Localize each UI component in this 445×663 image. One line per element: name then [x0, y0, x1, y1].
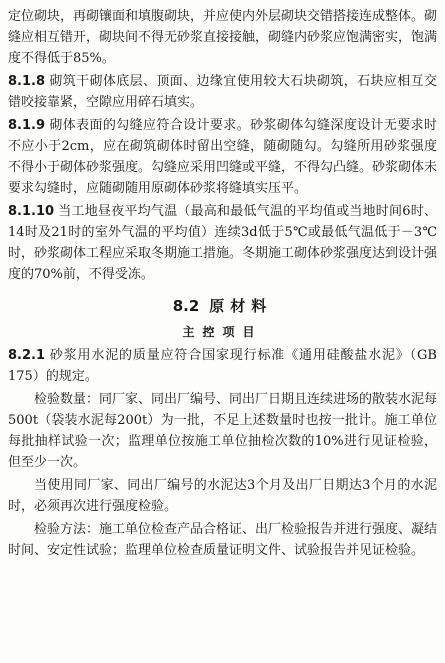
section-title-text: 原材料	[209, 297, 273, 315]
clause-text: 砌筑干砌体底层、顶面、边缘宜使用较大石块砌筑，石块应相互交错咬接靠紧，空隙应用碎石填实。	[8, 74, 437, 110]
section-number: 8.2	[172, 297, 200, 315]
clause-number: 8.1.8	[8, 74, 46, 89]
intro-paragraph: 定位砌块，再砌镶面和填腹砌块，并应使内外层砌块交错搭接连成整体。砌缝应相互错开，砌块间不得无砂浆直接接触，砌缝内砂浆应饱满密实，饱满度不得低于85%。	[8, 9, 438, 66]
clause-8-1-8	[8, 71, 437, 113]
clause-8-1-10	[8, 201, 437, 285]
inspection-quantity-paragraph: 检验数量：同厂家、同出厂编号、同出厂日期且连续进场的散装水泥每500t（袋装水泥每200t）为一批，不足上述数量时也按一批计。施工单位每批抽样试验一次；监理单位按施工单位抽检次数的10%进行见证检验，但至少一次。	[8, 392, 438, 470]
inspection-method-paragraph: 检验方法：施工单位检查产品合格证、出厂检验报告并进行强度、凝结时间、安定性试验；监理单位检查质量证明文件、试验报告并见证检验。	[8, 522, 438, 558]
clause-number: 8.1.10	[8, 204, 55, 219]
clause-number: 8.1.9	[8, 118, 46, 133]
clause-8-2-1	[8, 345, 437, 387]
section-heading	[8, 295, 437, 317]
clause-8-1-9	[8, 115, 437, 199]
clause-text: 砂浆用水泥的质量应符合国家现行标准《通用硅酸盐水泥》（GB 175）的规定。	[8, 348, 437, 384]
retest-paragraph: 当使用同厂家、同出厂编号的水泥达3个月及出厂日期达3个月的水泥时，必须再次进行强度检验。	[8, 478, 437, 514]
clause-number: 8.2.1	[8, 348, 46, 363]
clause-text: 当工地昼夜平均气温（最高和最低气温的平均值或当地时间6时、14时及21时的室外气温的平均值）连续3d低于5℃或最低气温低于－3℃时，砂浆砌体工程应采取冬期施工措施。冬期施工砌体砂浆强度达到设计强度的70%前，不得受冻。	[8, 204, 438, 282]
subsection-heading: 主控项目	[182, 325, 263, 339]
clause-text: 砌体表面的勾缝应符合设计要求。砂浆砌体勾缝深度设计无要求时不应小于2cm，应在砌筑砌体时留出空缝，随砌随勾。勾缝所用砂浆强度不得小于砌体砂浆强度。勾缝应采用凹缝或平缝，不得勾凸缝。砂浆砌体未要求勾缝时，应随砌随用原砌体砂浆将缝填实压平。	[8, 118, 438, 196]
